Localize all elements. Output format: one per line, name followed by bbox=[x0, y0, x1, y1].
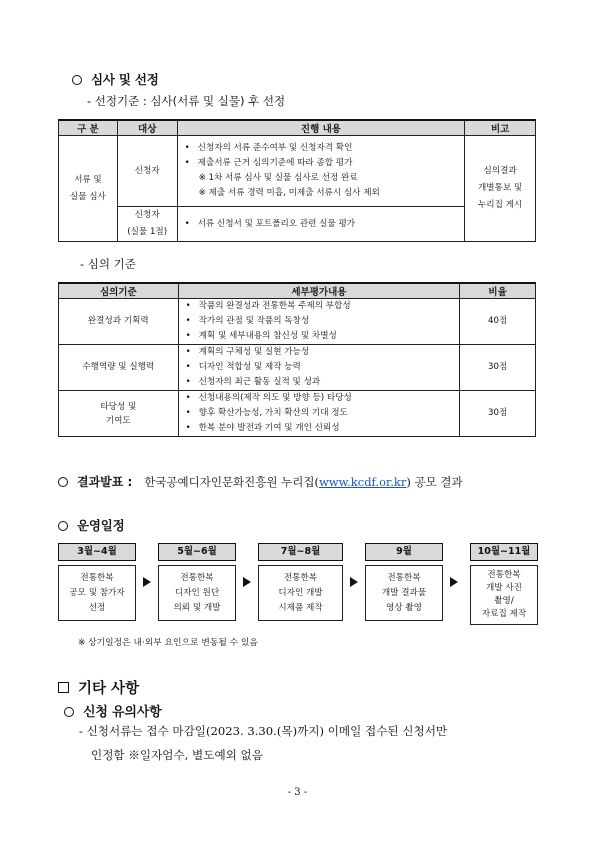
circle-bullet-icon bbox=[58, 521, 68, 531]
review-table bbox=[58, 119, 536, 242]
table-row bbox=[59, 299, 536, 345]
table-row bbox=[59, 345, 536, 391]
header-remark: 비고 bbox=[465, 120, 536, 136]
list-item: • 계획의 구체성 및 실현 가능성 bbox=[185, 347, 310, 357]
schedule-note: ※ 상기일정은 내·외부 요인으로 변동될 수 있음 bbox=[78, 638, 258, 648]
review-progress-cell-1 bbox=[177, 136, 465, 207]
criteria-table bbox=[58, 282, 536, 437]
review-note-1: ※ 1차 서류 심사 및 실물 심사로 선정 완료 bbox=[198, 173, 358, 183]
section-heading-schedule: 운영일정 bbox=[58, 516, 125, 534]
header-ratio: 비율 bbox=[460, 283, 536, 299]
criterion-cell: 완결성과 기획력 bbox=[59, 299, 179, 345]
results-announcement: 결과발표 : 한국공예디자인문화진흥원 누리집(www.kcdf.or.kr) 공모 결과 bbox=[58, 473, 463, 490]
schedule-period-5: 10월~11월 bbox=[470, 543, 538, 561]
list-item: • 신청자의 최근 활동 실적 및 성과 bbox=[185, 377, 321, 387]
header-criterion: 심의기준 bbox=[59, 283, 179, 299]
schedule-desc-1: 전통한복 공모 및 참가자 선정 bbox=[58, 565, 136, 621]
schedule-period-3: 7월~8월 bbox=[258, 543, 343, 561]
list-item: • 신청내용의(제작 의도 및 방향 등) 타당성 bbox=[185, 393, 352, 403]
schedule-desc-2: 전통한복 디자인 원단 의뢰 및 개발 bbox=[158, 565, 236, 621]
header-progress: 진행 내용 bbox=[177, 120, 465, 136]
square-bullet-icon bbox=[58, 682, 69, 693]
schedule-desc-3: 전통한복 디자인 개발 시제품 제작 bbox=[258, 565, 343, 621]
header-detail: 세부평가내용 bbox=[178, 283, 460, 299]
arrow-right-icon bbox=[143, 577, 151, 587]
review-target-applicant: 신청자 bbox=[117, 136, 177, 207]
list-item: • 서류 신청서 및 포트폴리오 관련 실물 평가 bbox=[184, 218, 356, 229]
list-item: • 작가의 관점 및 작품의 독창성 bbox=[185, 316, 310, 326]
schedule-desc-5: 전통한복 개발 사진 촬영/ 자료집 제작 bbox=[470, 565, 538, 625]
section-heading-review: 심사 및 선정 bbox=[72, 70, 159, 88]
schedule-desc-4: 전통한복 개발 결과물 영상 촬영 bbox=[365, 565, 443, 621]
list-item: • 신청자의 서류 준수여부 및 신청자격 확인 bbox=[184, 143, 353, 153]
detail-cell bbox=[178, 299, 460, 345]
schedule-period-2: 5월~6월 bbox=[158, 543, 236, 561]
list-item: • 디자인 적합성 및 제작 능력 bbox=[185, 362, 301, 372]
review-target-applicant-item: 신청자 (실물 1점) bbox=[117, 207, 177, 242]
subheading-application-notes: 신청 유의사항 bbox=[64, 701, 161, 720]
criterion-cell: 타당성 및 기여도 bbox=[59, 391, 179, 437]
list-item: • 작품의 완결성과 전통한복 주제의 부합성 bbox=[185, 301, 351, 311]
application-note-line-1: - 신청서류는 접수 마감일(2023. 3.30.(목)까지) 이메일 접수된 신청서만 bbox=[79, 724, 448, 738]
circle-bullet-icon bbox=[64, 707, 74, 717]
table-row bbox=[59, 391, 536, 437]
detail-cell bbox=[178, 345, 460, 391]
review-note-2: ※ 제출 서류 경력 미흡, 미제출 서류시 심사 제외 bbox=[198, 188, 380, 198]
criteria-heading: - 심의 기준 bbox=[80, 257, 136, 271]
criterion-cell: 수행역량 및 실행력 bbox=[59, 345, 179, 391]
review-category-cell: 서류 및 실물 심사 bbox=[59, 136, 118, 242]
list-item: • 향후 확산가능성, 가치 확산의 기대 정도 bbox=[185, 408, 348, 418]
application-note-line-2: 인정함 ※일자엄수, 별도예외 없음 bbox=[91, 748, 263, 762]
list-item: • 계획 및 세부내용의 참신성 및 차별성 bbox=[185, 331, 337, 341]
circle-bullet-icon bbox=[58, 477, 68, 487]
ratio-cell: 30점 bbox=[460, 345, 536, 391]
circle-bullet-icon bbox=[72, 75, 82, 85]
kcdf-website-link[interactable]: www.kcdf.or.kr bbox=[318, 475, 407, 489]
schedule-period-4: 9월 bbox=[365, 543, 443, 561]
ratio-cell: 40점 bbox=[460, 299, 536, 345]
list-item: • 제출서류 근거 심의기준에 따라 종합 평가 bbox=[184, 158, 353, 168]
section-heading-other: 기타 사항 bbox=[58, 677, 139, 698]
arrow-right-icon bbox=[450, 577, 458, 587]
review-progress-cell-2 bbox=[177, 207, 465, 242]
selection-criteria-line: - 선정기준 : 심사(서류 및 실물) 후 선정 bbox=[87, 94, 286, 108]
detail-cell bbox=[178, 391, 460, 437]
review-remark-cell: 심의결과 개별통보 및 누리집 게시 bbox=[465, 136, 536, 242]
page-number: - 3 - bbox=[287, 787, 308, 798]
list-item: • 한복 분야 발전과 기여 및 개인 신뢰성 bbox=[185, 423, 340, 433]
arrow-right-icon bbox=[350, 577, 358, 587]
header-category: 구 분 bbox=[59, 120, 118, 136]
schedule-period-1: 3월~4월 bbox=[58, 543, 136, 561]
header-target: 대상 bbox=[117, 120, 177, 136]
arrow-right-icon bbox=[243, 577, 251, 587]
ratio-cell: 30점 bbox=[460, 391, 536, 437]
